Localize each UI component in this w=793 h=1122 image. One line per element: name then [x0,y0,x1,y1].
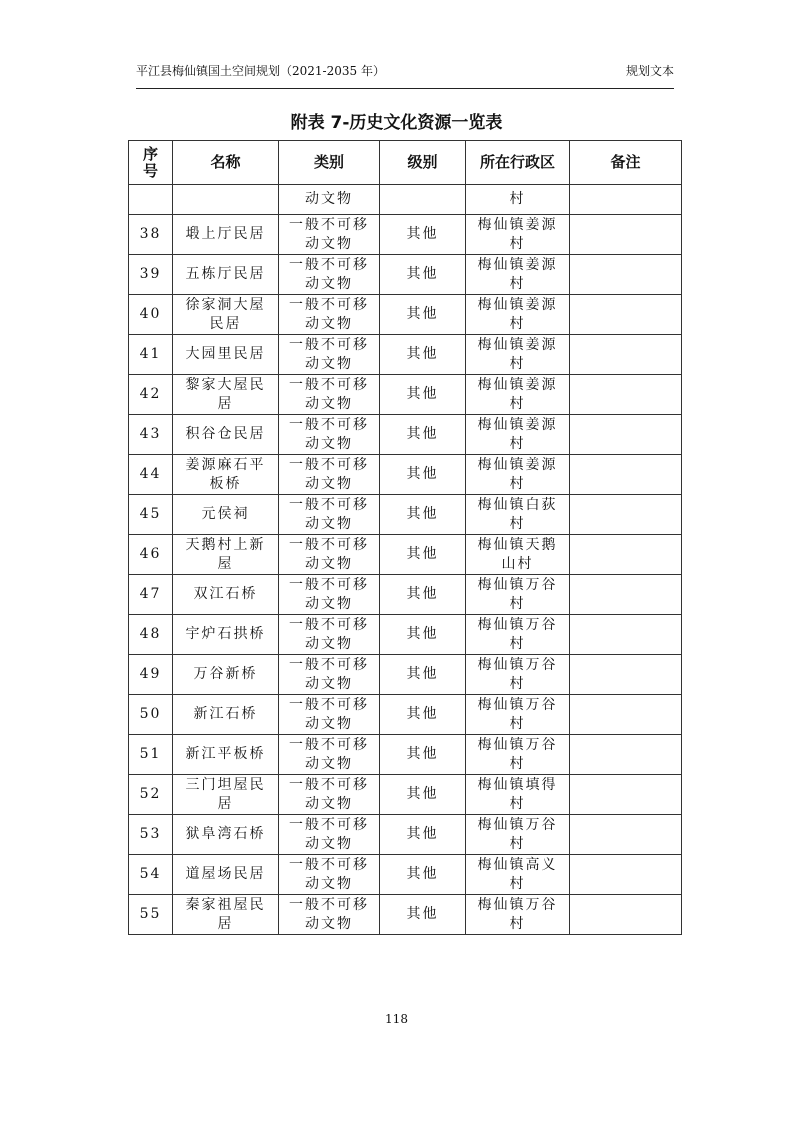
cell-type-text: 一般不可移动文物 [289,456,369,492]
cell-region-text: 梅仙镇姜源村 [477,296,558,332]
cell-note [570,335,682,375]
cell-type-text: 一般不可移动文物 [289,496,369,532]
cell-region [466,855,570,895]
cell-region: 村 [466,185,570,215]
cell-no: 39 [129,255,173,295]
cell-type [279,215,380,255]
cell-type [279,375,380,415]
cell-type [279,735,380,775]
table-row [129,775,682,815]
cell-no: 46 [129,535,173,575]
cell-type-text: 一般不可移动文物 [289,416,369,452]
cell-region [466,655,570,695]
cell-region [466,295,570,335]
cell-no: 50 [129,695,173,735]
cell-type-text: 一般不可移动文物 [289,256,369,292]
cell-no: 48 [129,615,173,655]
cell-note [570,895,682,935]
header-document-title: 平江县梅仙镇国土空间规划（2021-2035 年） [136,64,385,78]
cell-region-text: 梅仙镇万谷村 [477,816,558,852]
cell-region [466,255,570,295]
cell-level: 其他 [380,895,466,935]
cell-level: 其他 [380,415,466,455]
cell-region-text: 梅仙镇万谷村 [477,696,558,732]
cell-level: 其他 [380,695,466,735]
cell-note [570,185,682,215]
cell-name [173,575,279,615]
cell-region [466,415,570,455]
cell-note [570,615,682,655]
table-row [129,815,682,855]
cell-name [173,415,279,455]
cell-region-text: 梅仙镇填得村 [477,776,558,812]
table-row [129,255,682,295]
cell-level: 其他 [380,735,466,775]
header-section-label: 规划文本 [625,64,674,78]
cell-name [173,855,279,895]
table-row [129,735,682,775]
cell-note [570,415,682,455]
cell-region-text: 梅仙镇姜源村 [477,376,558,412]
cell-type [279,415,380,455]
cell-region [466,775,570,815]
cell-level: 其他 [380,455,466,495]
cell-type [279,335,380,375]
cell-name [173,655,279,695]
cell-level: 其他 [380,775,466,815]
page-header [136,62,674,79]
table-row [129,335,682,375]
cell-name [173,185,279,215]
cell-type-text: 一般不可移动文物 [289,536,369,572]
cell-name-text: 双江石桥 [193,586,258,602]
page-number: 118 [385,1012,408,1026]
cell-region-text: 梅仙镇姜源村 [477,456,558,492]
header-cell-type: 类别 [279,141,380,185]
cell-region [466,335,570,375]
cell-level: 其他 [380,535,466,575]
cell-level: 其他 [380,615,466,655]
cell-type-text: 一般不可移动文物 [289,656,369,692]
cell-name-text: 元侯祠 [201,506,250,522]
header-cell-name: 名称 [173,141,279,185]
cell-level: 其他 [380,375,466,415]
table-row [129,495,682,535]
cell-type [279,855,380,895]
cell-region [466,615,570,655]
table-row [129,655,682,695]
cell-note [570,855,682,895]
cell-no: 38 [129,215,173,255]
cell-note [570,655,682,695]
cell-region [466,455,570,495]
header-cell-no: 序号 [129,141,173,185]
cell-no: 55 [129,895,173,935]
table-title: 附表 7-历史文化资源一览表 [290,113,503,133]
cell-region-text: 梅仙镇高义村 [477,856,558,892]
header-divider [136,88,674,89]
cell-no: 45 [129,495,173,535]
cell-note [570,255,682,295]
cell-note [570,495,682,535]
cell-name [173,735,279,775]
cell-level: 其他 [380,575,466,615]
cell-region-text: 梅仙镇万谷村 [477,656,558,692]
table-row [129,295,682,335]
cell-note [570,535,682,575]
cell-type [279,655,380,695]
cell-name-text: 黎家大屋民居 [185,376,266,412]
cell-level: 其他 [380,215,466,255]
cell-name [173,695,279,735]
cell-no: 43 [129,415,173,455]
cell-type-text: 一般不可移动文物 [289,776,369,812]
cell-name-text: 五栋厅民居 [185,266,266,282]
header-cell-level: 级别 [380,141,466,185]
cell-region-text: 梅仙镇万谷村 [477,736,558,772]
cell-region [466,375,570,415]
cell-region [466,735,570,775]
cell-region-text: 梅仙镇姜源村 [477,256,558,292]
cell-type-text: 一般不可移动文物 [289,816,369,852]
cell-note [570,375,682,415]
cell-type [279,495,380,535]
cell-region [466,215,570,255]
table-row [129,415,682,455]
cell-type [279,295,380,335]
table-header-row [129,141,682,185]
cell-no: 42 [129,375,173,415]
cell-no: 52 [129,775,173,815]
cell-region [466,535,570,575]
cell-no: 40 [129,295,173,335]
heritage-table [128,140,682,935]
cell-name [173,615,279,655]
cell-no [129,185,173,215]
cell-name [173,335,279,375]
table-row-continuation [129,185,682,215]
cell-no: 54 [129,855,173,895]
table-row [129,375,682,415]
cell-name [173,295,279,335]
table-row [129,535,682,575]
cell-type: 动文物 [279,185,380,215]
cell-level: 其他 [380,655,466,695]
cell-no: 44 [129,455,173,495]
cell-name [173,495,279,535]
cell-note [570,455,682,495]
cell-name-text: 秦家祖屋民居 [185,896,266,932]
header-cell-note: 备注 [570,141,682,185]
cell-name [173,815,279,855]
table-row [129,855,682,895]
cell-type-text: 一般不可移动文物 [289,616,369,652]
cell-name [173,775,279,815]
cell-region-text: 梅仙镇姜源村 [477,336,558,372]
cell-name [173,455,279,495]
cell-no: 47 [129,575,173,615]
cell-level: 其他 [380,335,466,375]
cell-note [570,775,682,815]
cell-level: 其他 [380,855,466,895]
cell-no: 53 [129,815,173,855]
table-row [129,575,682,615]
cell-level [380,185,466,215]
cell-region [466,815,570,855]
cell-name [173,215,279,255]
cell-note [570,815,682,855]
table-row [129,215,682,255]
cell-region-text: 梅仙镇万谷村 [477,896,558,932]
cell-name-text: 狱阜湾石桥 [185,826,266,842]
cell-name-text: 道屋场民居 [185,866,266,882]
cell-type-text: 一般不可移动文物 [289,896,369,932]
cell-type [279,895,380,935]
cell-region-text: 梅仙镇白荻村 [477,496,558,532]
cell-name [173,375,279,415]
cell-name-text: 新江石桥 [193,706,258,722]
cell-region-text: 梅仙镇姜源村 [477,216,558,252]
cell-type-text: 一般不可移动文物 [289,336,369,372]
cell-note [570,575,682,615]
cell-type [279,255,380,295]
cell-name [173,255,279,295]
cell-region [466,695,570,735]
cell-name-text: 大园里民居 [185,346,266,362]
cell-type-text: 一般不可移动文物 [289,296,369,332]
cell-no: 49 [129,655,173,695]
cell-type [279,575,380,615]
header-cell-region: 所在行政区 [466,141,570,185]
cell-type [279,615,380,655]
cell-type [279,455,380,495]
cell-region [466,495,570,535]
cell-level: 其他 [380,255,466,295]
cell-region-text: 梅仙镇姜源村 [477,416,558,452]
cell-type-text: 一般不可移动文物 [289,576,369,612]
table-row [129,895,682,935]
cell-name-text: 徐家洞大屋民居 [185,296,266,332]
cell-region-text: 梅仙镇天鹅山村 [477,536,558,572]
cell-note [570,215,682,255]
cell-region-text: 梅仙镇万谷村 [477,616,558,652]
cell-name-text: 姜源麻石平板桥 [185,456,266,492]
cell-type [279,695,380,735]
cell-name-text: 万谷新桥 [193,666,258,682]
cell-no: 51 [129,735,173,775]
cell-name-text: 积谷仓民居 [185,426,266,442]
cell-name-text: 三门坦屋民居 [185,776,266,812]
cell-type-text: 一般不可移动文物 [289,856,369,892]
cell-note [570,695,682,735]
cell-type [279,815,380,855]
cell-type-text: 一般不可移动文物 [289,736,369,772]
cell-type [279,535,380,575]
cell-name-text: 天鹅村上新屋 [185,536,266,572]
cell-name-text: 新江平板桥 [185,746,266,762]
cell-type-text: 一般不可移动文物 [289,216,369,252]
cell-note [570,735,682,775]
cell-level: 其他 [380,495,466,535]
cell-no: 41 [129,335,173,375]
cell-note [570,295,682,335]
cell-type-text: 一般不可移动文物 [289,376,369,412]
cell-level: 其他 [380,815,466,855]
table-row [129,455,682,495]
cell-name [173,535,279,575]
cell-level: 其他 [380,295,466,335]
cell-region-text: 梅仙镇万谷村 [477,576,558,612]
table-row [129,615,682,655]
cell-region [466,895,570,935]
table-row [129,695,682,735]
cell-region [466,575,570,615]
cell-name [173,895,279,935]
cell-type-text: 一般不可移动文物 [289,696,369,732]
cell-name-text: 宇炉石拱桥 [185,626,266,642]
cell-type [279,775,380,815]
cell-name-text: 塅上厅民居 [185,226,266,242]
